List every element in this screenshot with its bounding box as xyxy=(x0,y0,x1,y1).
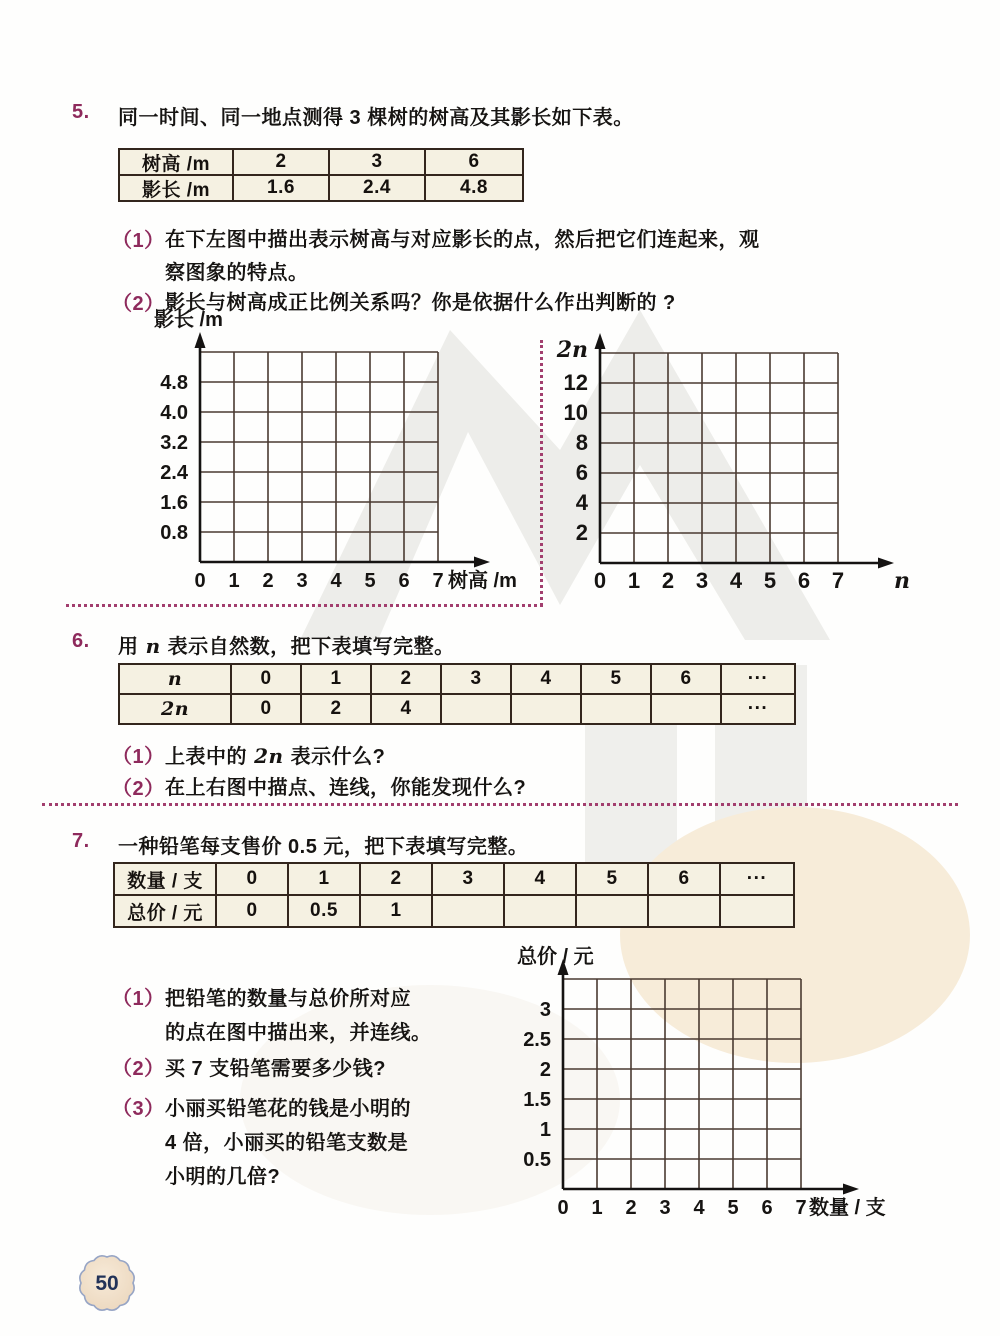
table-cell: 树高 /m xyxy=(120,150,234,176)
table-cell: 0.5 xyxy=(289,896,361,926)
q-line: 小明的几倍? xyxy=(165,1166,281,1188)
table-cell: 0 xyxy=(217,896,289,926)
problem-7 xyxy=(72,830,528,859)
shadow-length-chart xyxy=(130,300,570,600)
p7-question-1 xyxy=(112,982,432,1050)
problem-6-statement: 用 n 表示自然数，把下表填写完整。 xyxy=(118,634,455,658)
page-number-badge xyxy=(74,1250,140,1316)
svg-text:6: 6 xyxy=(575,460,588,485)
svg-text:1: 1 xyxy=(591,1197,603,1219)
svg-text:2: 2 xyxy=(661,568,675,593)
q-number: （1） xyxy=(112,988,165,1010)
svg-text:1: 1 xyxy=(539,1119,551,1141)
p7-question-2 xyxy=(112,1052,386,1086)
svg-text:0: 0 xyxy=(593,568,607,593)
table-cell: 3 xyxy=(442,665,512,695)
svg-text:4.0: 4.0 xyxy=(160,402,188,424)
q-number: （2） xyxy=(112,1058,165,1080)
table-cell: 5 xyxy=(582,665,652,695)
svg-text:6: 6 xyxy=(797,568,811,593)
pencil-price-table xyxy=(113,862,795,928)
table-cell xyxy=(721,896,793,926)
svg-text:4: 4 xyxy=(729,568,743,593)
svg-text:7: 7 xyxy=(795,1197,807,1219)
svg-text:5: 5 xyxy=(763,568,777,593)
svg-text:3: 3 xyxy=(659,1197,671,1219)
svg-text:5: 5 xyxy=(364,570,376,592)
table-cell: ··· xyxy=(722,695,794,723)
q-line: 把铅笔的数量与总价所对应 xyxy=(165,988,411,1010)
problem-5-statement: 同一时间、同一地点测得 3 棵树的树高及其影长如下表。 xyxy=(118,107,634,129)
svg-text:n: n xyxy=(894,568,910,594)
dashed-separator-vertical xyxy=(540,340,543,606)
problem-7-number: 7. xyxy=(72,830,90,852)
svg-text:6: 6 xyxy=(761,1197,773,1219)
table-cell xyxy=(582,695,652,723)
problem-5-number: 5. xyxy=(72,101,90,123)
table-cell: 1 xyxy=(361,896,433,926)
svg-text:1.6: 1.6 xyxy=(160,492,188,514)
table-cell: 2 xyxy=(361,864,433,896)
table-cell: 1.6 xyxy=(234,176,330,200)
svg-text:10: 10 xyxy=(563,400,588,425)
svg-text:4.8: 4.8 xyxy=(160,372,188,394)
q-number: （3） xyxy=(112,1098,165,1120)
table-cell: 0 xyxy=(232,665,302,695)
table-cell: 影长 /m xyxy=(120,176,234,200)
svg-text:0: 0 xyxy=(194,570,206,592)
table-cell: ··· xyxy=(721,864,793,896)
table-cell: 4 xyxy=(372,695,442,723)
problem-6-number: 6. xyxy=(72,630,90,652)
price-quantity-chart xyxy=(505,935,945,1235)
table-cell: 6 xyxy=(649,864,721,896)
q-line: 在下左图中描出表示树高与对应影长的点，然后把它们连起来，观 xyxy=(165,229,760,251)
page-number: 50 xyxy=(95,1272,119,1295)
table-cell: 数量 / 支 xyxy=(115,864,217,896)
table-cell xyxy=(512,695,582,723)
table-cell: 1 xyxy=(302,665,372,695)
table-cell xyxy=(505,896,577,926)
svg-text:影长 /m: 影长 /m xyxy=(154,309,223,331)
tree-shadow-table xyxy=(118,148,524,202)
table-cell: ··· xyxy=(722,665,794,695)
table-cell: 4 xyxy=(505,864,577,896)
svg-text:2: 2 xyxy=(575,520,588,545)
table-cell: 6 xyxy=(652,665,722,695)
table-cell: 4 xyxy=(512,665,582,695)
svg-text:2: 2 xyxy=(262,570,274,592)
svg-text:树高 /m: 树高 /m xyxy=(448,570,517,592)
q-number: （2） xyxy=(112,293,165,315)
table-cell: 0 xyxy=(232,695,302,723)
svg-text:2: 2 xyxy=(625,1197,637,1219)
table-cell: 0 xyxy=(217,864,289,896)
svg-text:8: 8 xyxy=(575,430,588,455)
p7-question-3 xyxy=(112,1092,411,1194)
svg-text:2.4: 2.4 xyxy=(160,462,188,484)
table-cell: 2.4 xyxy=(330,176,426,200)
problem-7-statement: 一种铅笔每支售价 0.5 元，把下表填写完整。 xyxy=(118,836,529,858)
svg-text:5: 5 xyxy=(727,1197,739,1219)
table-cell: 2 xyxy=(372,665,442,695)
svg-text:数量 / 支: 数量 / 支 xyxy=(809,1197,886,1219)
svg-text:1: 1 xyxy=(627,568,641,593)
p6-question-2 xyxy=(112,772,526,805)
svg-text:2.5: 2.5 xyxy=(523,1029,551,1051)
table-cell: 1 xyxy=(289,864,361,896)
svg-text:2n: 2n xyxy=(556,337,588,363)
svg-text:4: 4 xyxy=(575,490,588,515)
svg-text:6: 6 xyxy=(398,570,410,592)
p6-question-1 xyxy=(112,740,385,773)
dashed-separator-corner xyxy=(66,604,543,607)
table-cell: 2n xyxy=(120,695,232,723)
svg-text:3: 3 xyxy=(296,570,308,592)
q-line: 影长与树高成正比例关系吗？你是依据什么作出判断的 ? xyxy=(165,292,676,314)
svg-text:0.8: 0.8 xyxy=(160,522,188,544)
table-cell: 4.8 xyxy=(426,176,522,200)
svg-text:4: 4 xyxy=(693,1197,705,1219)
double-n-chart xyxy=(550,325,960,605)
table-cell xyxy=(577,896,649,926)
p5-question-1 xyxy=(112,224,760,290)
q-number: （1） xyxy=(112,746,165,768)
svg-text:1: 1 xyxy=(228,570,240,592)
table-cell xyxy=(649,896,721,926)
q-line: 买 7 支铅笔需要多少钱? xyxy=(165,1058,386,1080)
problem-5 xyxy=(72,101,634,130)
svg-text:0: 0 xyxy=(557,1197,569,1219)
table-cell: 3 xyxy=(433,864,505,896)
q-line: 的点在图中描出来，并连线。 xyxy=(165,1022,432,1044)
svg-text:总价 / 元: 总价 / 元 xyxy=(517,946,594,968)
svg-text:2: 2 xyxy=(539,1059,551,1081)
svg-text:7: 7 xyxy=(831,568,845,593)
table-cell xyxy=(652,695,722,723)
table-cell: n xyxy=(120,665,232,695)
n-2n-table xyxy=(118,663,796,725)
q-line: 4 倍，小丽买的铅笔支数是 xyxy=(165,1132,409,1154)
q-number: （1） xyxy=(112,230,165,252)
dotted-separator xyxy=(42,803,958,806)
table-cell xyxy=(433,896,505,926)
problem-6 xyxy=(72,630,455,659)
svg-text:3: 3 xyxy=(539,999,551,1021)
svg-text:3: 3 xyxy=(695,568,709,593)
table-cell: 3 xyxy=(330,150,426,176)
svg-text:7: 7 xyxy=(432,570,444,592)
svg-text:1.5: 1.5 xyxy=(523,1089,551,1111)
q-line: 小丽买铅笔花的钱是小明的 xyxy=(165,1098,411,1120)
svg-text:0.5: 0.5 xyxy=(523,1149,551,1171)
table-cell: 6 xyxy=(426,150,522,176)
svg-text:12: 12 xyxy=(563,370,588,395)
table-cell xyxy=(442,695,512,723)
svg-text:4: 4 xyxy=(330,570,342,592)
q-line: 在上右图中描点、连线，你能发现什么? xyxy=(165,777,527,799)
table-cell: 2 xyxy=(234,150,330,176)
svg-text:3.2: 3.2 xyxy=(160,432,188,454)
table-cell: 5 xyxy=(577,864,649,896)
q-number: （2） xyxy=(112,778,165,800)
q-line: 察图象的特点。 xyxy=(165,262,309,284)
q-line: 上表中的 2n 表示什么? xyxy=(165,744,386,768)
table-cell: 总价 / 元 xyxy=(115,896,217,926)
table-cell: 2 xyxy=(302,695,372,723)
